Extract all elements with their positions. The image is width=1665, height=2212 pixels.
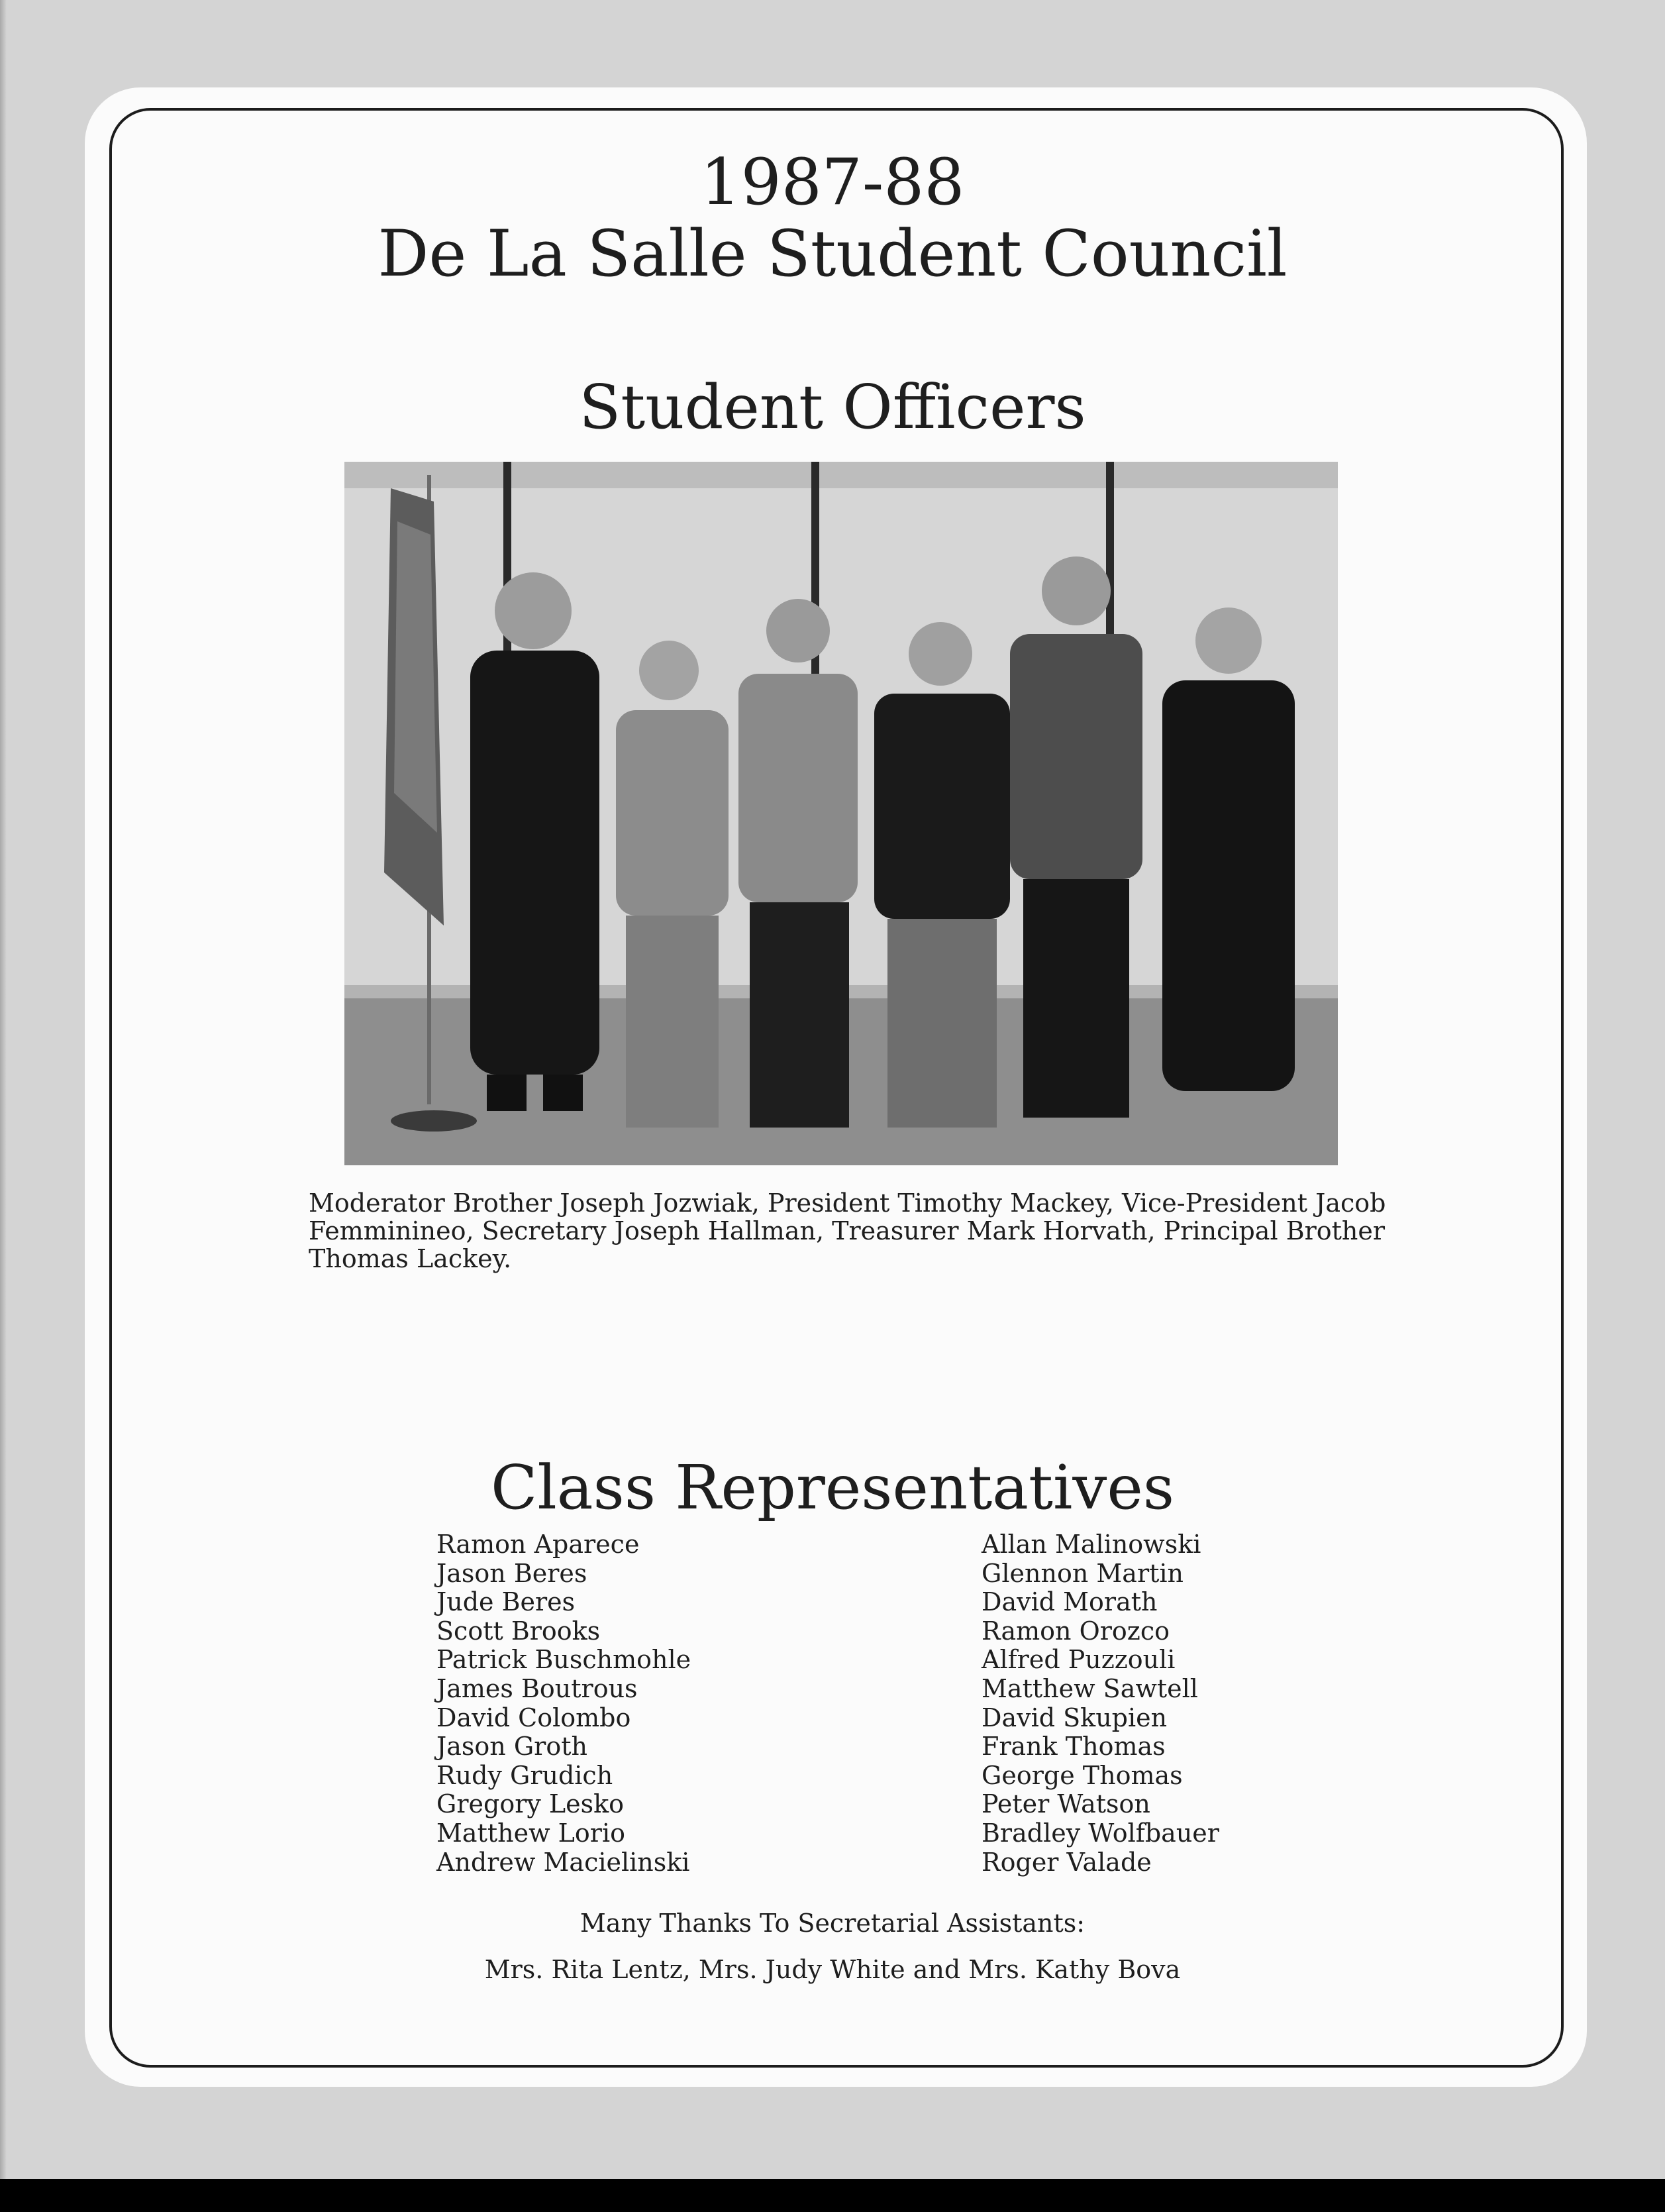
representative-name: Andrew Macielinski — [436, 1847, 690, 1877]
thanks-names: Mrs. Rita Lentz, Mrs. Judy White and Mrs. Kathy Bova — [484, 1955, 1181, 1984]
caption-line: Femminineo, Secretary Joseph Hallman, Treasurer Mark Horvath, Principal Brother — [309, 1216, 1386, 1245]
representative-name: Roger Valade — [982, 1847, 1152, 1877]
group-photo — [344, 462, 1338, 1165]
scan-bottom-edge — [0, 2179, 1665, 2212]
representative-name: Jason Beres — [436, 1558, 587, 1588]
representative-name: Peter Watson — [982, 1789, 1150, 1819]
scan-edge — [0, 0, 7, 2212]
representative-name: Ramon Orozco — [982, 1616, 1170, 1646]
representative-name: Alfred Puzzouli — [982, 1645, 1176, 1675]
representative-name: James Boutrous — [436, 1673, 638, 1703]
representative-name: Frank Thomas — [982, 1732, 1166, 1762]
representative-name: David Colombo — [436, 1703, 631, 1732]
representatives-list-right — [982, 1530, 1219, 1877]
section-heading-class-representatives: Class Representatives — [490, 1452, 1175, 1523]
representative-name: David Morath — [982, 1587, 1158, 1617]
representative-name: Matthew Sawtell — [982, 1673, 1198, 1703]
thanks-heading: Many Thanks To Secretarial Assistants: — [580, 1909, 1085, 1938]
representative-name: Jason Groth — [436, 1732, 587, 1762]
caption-line: Thomas Lackey. — [309, 1244, 512, 1273]
page-title-year: 1987-88 — [700, 145, 965, 219]
caption-line: Moderator Brother Joseph Jozwiak, President Timothy Mackey, Vice-President Jacob — [309, 1188, 1386, 1218]
representative-name: Ramon Aparece — [436, 1530, 640, 1559]
representative-name: Scott Brooks — [436, 1616, 601, 1646]
representatives-list-left — [436, 1530, 691, 1877]
representative-name: Patrick Buschmohle — [436, 1645, 691, 1675]
photo-caption — [309, 1188, 1386, 1273]
representative-name: Jude Beres — [436, 1587, 576, 1617]
representative-name: Glennon Martin — [982, 1558, 1184, 1588]
section-heading-officers: Student Officers — [579, 372, 1086, 443]
representative-name: Gregory Lesko — [436, 1789, 625, 1819]
representative-name: Bradley Wolfbauer — [982, 1818, 1219, 1848]
representative-name: George Thomas — [982, 1760, 1183, 1790]
representative-name: David Skupien — [982, 1703, 1168, 1732]
representative-name: Matthew Lorio — [436, 1818, 625, 1848]
page-title: De La Salle Student Council — [378, 217, 1287, 291]
group-photo-image — [344, 462, 1338, 1165]
representative-name: Rudy Grudich — [436, 1760, 613, 1790]
representative-name: Allan Malinowski — [982, 1530, 1201, 1559]
